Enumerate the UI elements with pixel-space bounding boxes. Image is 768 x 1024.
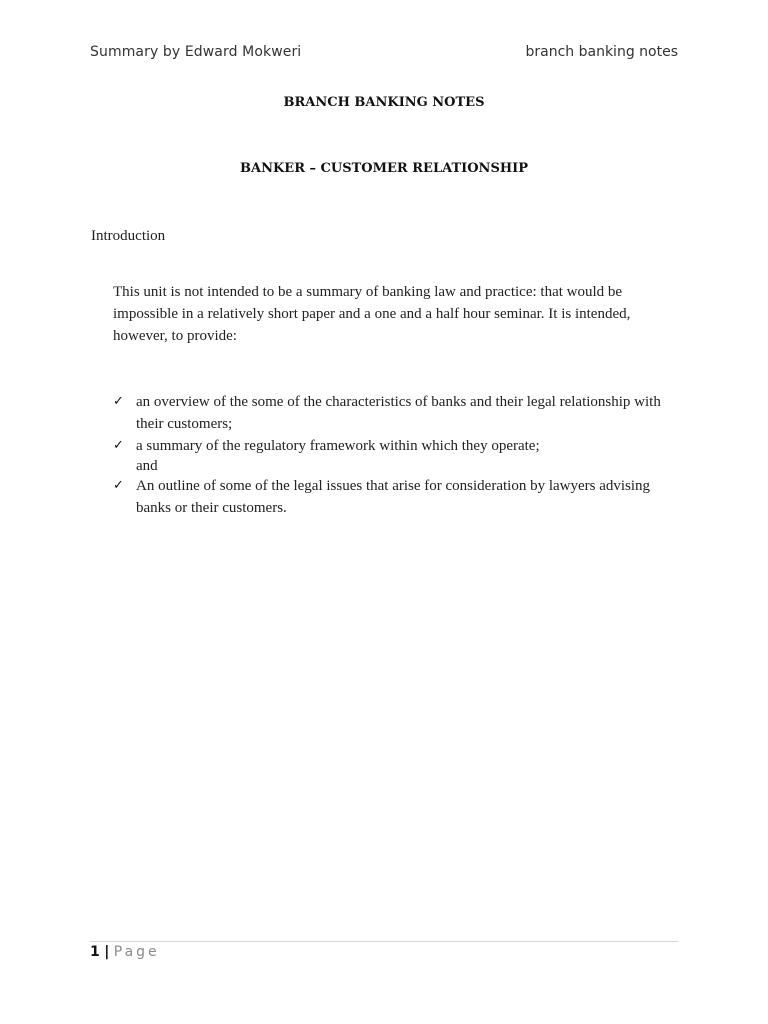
bullet-list [113,391,673,519]
bullet-text: an overview of the some of the characteristics of banks and their legal relationship with their customers; [136,394,661,432]
check-icon: ✓ [113,438,124,453]
page-number: 1 [90,944,100,960]
document-title: BRANCH BANKING NOTES [283,95,485,110]
section-heading-introduction: Introduction [91,228,166,244]
page-separator: | [104,944,110,960]
intro-paragraph: This unit is not intended to be a summary of banking law and practice: that would be impossible in a relatively short paper and a one and a half hour seminar. It is intended, however, to provide: [113,284,631,344]
header-author: Summary by Edward Mokweri [90,44,302,60]
check-icon: ✓ [113,394,124,409]
check-icon: ✓ [113,478,124,493]
list-item [113,391,673,435]
bullet-conjunction: and [136,458,158,474]
document-subtitle: BANKER – CUSTOMER RELATIONSHIP [240,161,528,176]
list-item [113,475,673,519]
bullet-text: An outline of some of the legal issues that arise for consideration by lawyers advising banks or their customers. [136,478,651,516]
header-doc-name: branch banking notes [525,44,678,60]
page-label: Page [113,944,160,960]
bullet-text: a summary of the regulatory framework within which they operate; [136,438,540,454]
page-footer [90,944,160,960]
footer-divider [90,941,678,942]
list-item [113,435,673,457]
